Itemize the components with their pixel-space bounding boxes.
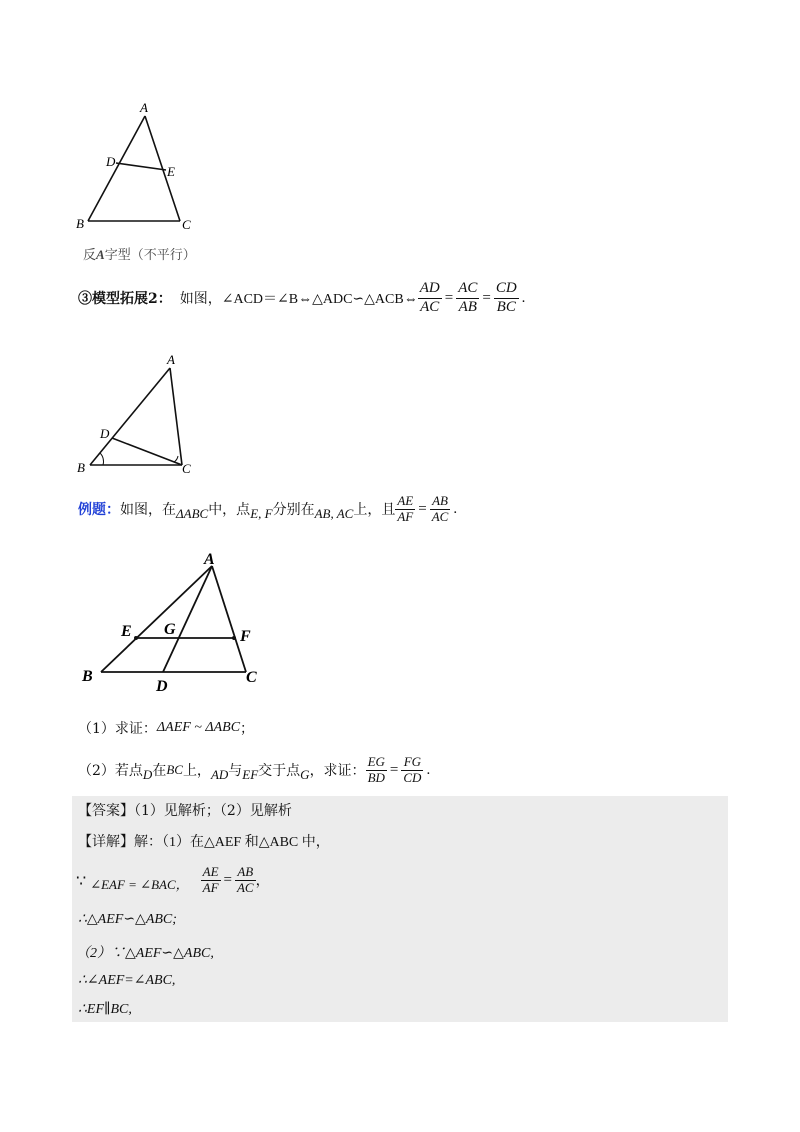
fig1-caption — [83, 244, 196, 263]
q1-end: ； — [240, 721, 255, 737]
model2-text: 如图，∠ACD＝∠B⇔△ADC∽△ACB⇔ — [179, 292, 418, 307]
fig3-label-e: E — [121, 623, 132, 640]
answer-line-3 — [76, 858, 270, 902]
model2-eq-1: = — [444, 289, 454, 306]
answer-line-5: （2）∵△AEF∽△ABC, — [76, 946, 214, 961]
fig1-label-d: D — [106, 154, 116, 169]
example-fraction-1: $\frac{AE}{AF}$ — [397, 492, 414, 524]
answer-fraction-1: $\frac{AE}{AF}$ — [202, 863, 219, 895]
fig2-label-c: C — [182, 461, 191, 475]
fig3-label-g: G — [164, 621, 176, 638]
q2-fraction-2: $\frac{FG}{CD}$ — [403, 753, 422, 785]
fig1-label-b: B — [76, 216, 84, 231]
fig1-label-e: E — [167, 164, 175, 179]
model2-fraction-2: $\frac{AC}{AB}$ — [458, 280, 478, 315]
model2-prefix: ③模型拓展2： — [78, 291, 172, 307]
q2-text-6: ，求证： — [309, 763, 366, 779]
q2-text-2: 在 — [152, 763, 167, 779]
q2-point-d: D — [142, 767, 153, 782]
model2-fraction-3: $\frac{CD}{BC}$ — [495, 280, 517, 315]
answer-eq: = — [223, 871, 232, 888]
example-text-3: 分别在 — [272, 502, 315, 518]
answer-line3-end: ， — [255, 873, 270, 889]
fig3-label-d: D — [156, 678, 168, 694]
model2-eq-2: = — [482, 289, 491, 306]
example-sides: AB, AC — [314, 506, 354, 521]
fig1-label-c: C — [182, 217, 191, 232]
model2-fraction-1: $\frac{AD}{AC}$ — [419, 280, 440, 315]
answer-line-6: ∴∠AEF=∠ABC, — [78, 973, 176, 988]
q2-end: . — [426, 761, 431, 778]
answer-because: ∵ — [76, 870, 87, 890]
answer-line-4: ∴△AEF∽△ABC; — [78, 912, 177, 927]
example-fraction-2: $\frac{AB}{AC}$ — [431, 492, 449, 524]
example-eq: = — [418, 500, 427, 517]
fig3-label-f: F — [240, 628, 251, 645]
example-text-1: 如图，在 — [120, 502, 176, 518]
q2-ef: EF — [242, 767, 259, 782]
fig2-label-a: A — [167, 352, 175, 367]
fig2-label-d: D — [100, 426, 110, 441]
q2-ad: AD — [210, 767, 229, 782]
q1-expr: ΔAEF ~ ΔABC — [156, 720, 241, 735]
q2-eq: = — [389, 761, 399, 778]
example-line — [78, 487, 460, 531]
q2-fraction-1: $\frac{EG}{BD}$ — [367, 753, 385, 785]
q2-text-4: 与 — [228, 763, 243, 779]
fig1-label-a: A — [140, 100, 148, 115]
q2-bc: BC — [166, 762, 183, 777]
model2-end: . — [521, 289, 526, 306]
model2-line — [78, 276, 528, 320]
example-text-2: 中，点 — [208, 502, 251, 518]
example-label: 例题： — [78, 502, 120, 518]
q2-text-5: 交于点 — [258, 763, 301, 779]
fig3-label-c: C — [246, 669, 257, 686]
answer-line-1: 【答案】（1）见解析；（2）见解析 — [78, 803, 292, 819]
q2-point-g: G — [300, 767, 310, 782]
fig1-caption-letter: A — [96, 247, 105, 262]
q2-text-3: 上， — [182, 763, 211, 779]
answer-line-2: 【详解】解：（1）在△AEF 和△ABC 中， — [78, 835, 330, 850]
question-1 — [78, 718, 254, 738]
example-text-4: 上，且 — [353, 502, 396, 518]
fig3-label-a: A — [204, 551, 215, 568]
figure-model2 — [72, 350, 202, 475]
q2-text-1: （2）若点 — [78, 763, 143, 779]
example-end: . — [453, 500, 458, 517]
fig2-label-b: B — [77, 460, 85, 475]
example-points: E, F — [250, 506, 273, 521]
answer-line-7: ∴EF∥BC, — [78, 1002, 132, 1017]
answer-fraction-2: $\frac{AB}{AC}$ — [236, 863, 254, 895]
fig1-caption-pre: 反 — [83, 248, 97, 263]
fig1-caption-post: 字型（不平行） — [104, 248, 196, 263]
fig3-label-b: B — [82, 668, 93, 685]
question-2 — [78, 748, 433, 792]
q1-text: （1）求证： — [78, 721, 157, 737]
figure-example — [76, 544, 276, 694]
example-triangle: ΔABC — [176, 506, 209, 521]
figure-reverse-a — [70, 98, 210, 238]
answer-angle-expr: ∠EAF = ∠BAC， — [90, 876, 189, 892]
